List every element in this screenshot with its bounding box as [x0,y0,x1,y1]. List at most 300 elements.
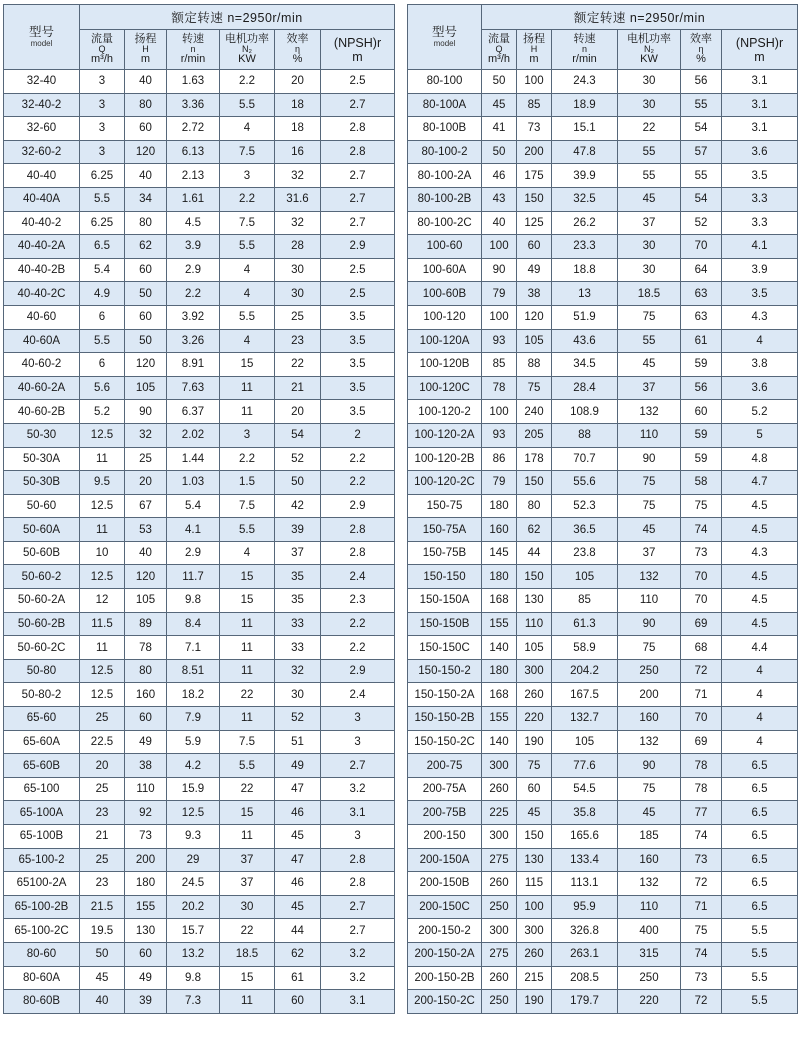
efficiency-cell: 60 [681,400,722,424]
npsh-cell: 3 [321,825,395,849]
efficiency-cell: 32 [275,211,321,235]
speed-cell: 326.8 [552,919,618,943]
model-cell: 80-60B [4,990,80,1014]
model-cell: 200-75B [408,801,482,825]
speed-cell: 24.3 [552,70,618,94]
speed-cell: 105 [552,730,618,754]
speed-cell: 3.36 [167,93,220,117]
model-cell: 150-150 [408,565,482,589]
motor-power-cell: 18.5 [618,282,681,306]
motor-power-cell: 11 [220,990,275,1014]
table-row [408,258,798,282]
head-cell: 80 [125,93,167,117]
table-row [408,848,798,872]
flow-cell: 5.6 [80,376,125,400]
head-cell: 49 [125,966,167,990]
head-cell: 38 [125,754,167,778]
table-row [408,919,798,943]
head-cell: 32 [125,423,167,447]
model-header-en: model [30,39,53,48]
motor-power-cell: 250 [618,966,681,990]
npsh-cell: 4 [722,683,798,707]
speed-cell: 12.5 [167,801,220,825]
flow-cell: 12.5 [80,423,125,447]
head-cell: 180 [125,872,167,896]
efficiency-cell: 59 [681,447,722,471]
motor-power-cell: 110 [618,423,681,447]
head-cell: 60 [517,777,552,801]
motor-power-header: 电机功率 N₂ KW [618,30,681,70]
npsh-cell: 4.1 [722,235,798,259]
head-cell: 150 [517,471,552,495]
table-row [408,282,798,306]
head-cell: 50 [125,329,167,353]
table-row [408,93,798,117]
flow-cell: 79 [482,282,517,306]
model-cell: 40-40A [4,187,80,211]
model-cell: 50-60B [4,541,80,565]
motor-power-cell: 90 [618,612,681,636]
head-cell: 220 [517,707,552,731]
head-cell: 20 [125,471,167,495]
npsh-cell: 2.9 [321,659,395,683]
motor-power-cell: 7.5 [220,140,275,164]
model-cell: 150-75A [408,518,482,542]
motor-power-cell: 4 [220,329,275,353]
speed-cell: 8.51 [167,659,220,683]
motor-power-cell: 2.2 [220,70,275,94]
motor-power-cell: 132 [618,730,681,754]
table-row [4,447,395,471]
table-row [408,707,798,731]
npsh-cell: 3.6 [722,140,798,164]
speed-cell: 2.02 [167,423,220,447]
model-cell: 50-30A [4,447,80,471]
flow-cell: 260 [482,777,517,801]
flow-cell: 5.2 [80,400,125,424]
head-cell: 80 [125,211,167,235]
efficiency-cell: 57 [681,140,722,164]
table-row [4,494,395,518]
efficiency-cell: 61 [275,966,321,990]
motor-power-cell: 3 [220,423,275,447]
model-cell: 40-60-2A [4,376,80,400]
flow-cell: 10 [80,541,125,565]
head-cell: 105 [517,329,552,353]
flow-cell: 168 [482,589,517,613]
table-row [408,942,798,966]
motor-power-cell: 5.5 [220,518,275,542]
speed-cell: 2.2 [167,282,220,306]
head-cell: 34 [125,187,167,211]
model-cell: 200-75 [408,754,482,778]
motor-power-cell: 4 [220,541,275,565]
speed-cell: 133.4 [552,848,618,872]
flow-cell: 5.4 [80,258,125,282]
table-row [4,140,395,164]
speed-cell: 1.44 [167,447,220,471]
speed-cell: 165.6 [552,825,618,849]
model-cell: 65-100 [4,777,80,801]
table-row [4,612,395,636]
head-cell: 100 [517,70,552,94]
head-cell: 190 [517,730,552,754]
flow-cell: 100 [482,305,517,329]
flow-cell: 12 [80,589,125,613]
head-cell: 200 [125,848,167,872]
flow-cell: 3 [80,140,125,164]
table-row [408,825,798,849]
flow-cell: 25 [80,848,125,872]
model-cell: 150-150-2B [408,707,482,731]
speed-cell: 3.26 [167,329,220,353]
motor-power-cell: 22 [220,683,275,707]
flow-cell: 180 [482,494,517,518]
motor-power-cell: 45 [618,353,681,377]
npsh-cell: 2.4 [321,683,395,707]
head-cell: 200 [517,140,552,164]
speed-cell: 43.6 [552,329,618,353]
flow-cell: 93 [482,423,517,447]
speed-cell: 18.2 [167,683,220,707]
flow-cell: 300 [482,754,517,778]
speed-cell: 4.2 [167,754,220,778]
speed-cell: 95.9 [552,895,618,919]
npsh-cell: 2.2 [321,471,395,495]
efficiency-cell: 54 [681,117,722,141]
model-cell: 50-80 [4,659,80,683]
efficiency-cell: 22 [275,353,321,377]
model-cell: 40-60-2 [4,353,80,377]
head-cell: 89 [125,612,167,636]
motor-power-cell: 11 [220,376,275,400]
flow-cell: 5.5 [80,329,125,353]
flow-cell: 11 [80,636,125,660]
npsh-cell: 4.8 [722,447,798,471]
motor-power-cell: 2.2 [220,187,275,211]
table-row [4,329,395,353]
model-cell: 80-60A [4,966,80,990]
npsh-header: (NPSH)r m [722,30,798,70]
head-cell: 110 [125,777,167,801]
table-row [4,258,395,282]
efficiency-cell: 20 [275,400,321,424]
npsh-cell: 2.5 [321,282,395,306]
table-row [408,990,798,1014]
head-cell: 125 [517,211,552,235]
model-cell: 40-40-2A [4,235,80,259]
table-row [408,612,798,636]
model-header-zh: 型号 [431,25,457,39]
flow-cell: 25 [80,777,125,801]
flow-cell: 155 [482,612,517,636]
npsh-cell: 6.5 [722,895,798,919]
speed-cell: 29 [167,848,220,872]
npsh-cell: 3.2 [321,966,395,990]
efficiency-cell: 46 [275,872,321,896]
head-cell: 130 [125,919,167,943]
motor-power-cell: 4 [220,258,275,282]
efficiency-cell: 71 [681,895,722,919]
head-cell: 60 [125,942,167,966]
head-cell: 50 [125,282,167,306]
motor-power-cell: 18.5 [220,942,275,966]
efficiency-cell: 35 [275,565,321,589]
table-row [4,825,395,849]
npsh-cell: 6.5 [722,872,798,896]
model-cell: 32-60-2 [4,140,80,164]
model-cell: 32-60 [4,117,80,141]
head-cell: 40 [125,70,167,94]
table-row [408,895,798,919]
head-cell: 80 [517,494,552,518]
table-row [4,565,395,589]
model-cell: 150-150-2C [408,730,482,754]
motor-power-cell: 132 [618,565,681,589]
efficiency-cell: 18 [275,93,321,117]
model-cell: 80-100-2C [408,211,482,235]
speed-cell: 34.5 [552,353,618,377]
efficiency-cell: 72 [681,872,722,896]
motor-power-cell: 7.5 [220,211,275,235]
efficiency-cell: 70 [681,589,722,613]
model-cell: 50-60-2C [4,636,80,660]
speed-cell: 167.5 [552,683,618,707]
head-cell: 100 [517,895,552,919]
table-row [408,518,798,542]
flow-cell: 12.5 [80,565,125,589]
flow-cell: 79 [482,471,517,495]
model-cell: 100-120-2C [408,471,482,495]
npsh-cell: 5.2 [722,400,798,424]
npsh-cell: 2.4 [321,565,395,589]
flow-cell: 6.25 [80,164,125,188]
speed-cell: 3.92 [167,305,220,329]
motor-power-cell: 5.5 [220,754,275,778]
table-row [4,942,395,966]
npsh-cell: 6.5 [722,777,798,801]
speed-cell: 7.3 [167,990,220,1014]
head-cell: 92 [125,801,167,825]
flow-header: 流量 Q m³/h [80,30,125,70]
head-cell: 215 [517,966,552,990]
motor-power-cell: 110 [618,589,681,613]
model-cell: 65-60B [4,754,80,778]
npsh-cell: 2.5 [321,258,395,282]
model-cell: 40-40-2B [4,258,80,282]
speed-cell: 77.6 [552,754,618,778]
model-cell: 100-120 [408,305,482,329]
head-cell: 120 [125,353,167,377]
table-row [408,164,798,188]
head-cell: 150 [517,187,552,211]
flow-cell: 180 [482,659,517,683]
head-cell: 60 [517,235,552,259]
model-cell: 50-80-2 [4,683,80,707]
motor-power-cell: 45 [618,801,681,825]
efficiency-cell: 51 [275,730,321,754]
table-row [4,895,395,919]
efficiency-cell: 59 [681,423,722,447]
head-cell: 49 [517,258,552,282]
motor-power-cell: 7.5 [220,730,275,754]
table-row [4,801,395,825]
motor-power-cell: 5.5 [220,93,275,117]
model-cell: 65-100B [4,825,80,849]
flow-cell: 93 [482,329,517,353]
flow-cell: 3 [80,117,125,141]
speed-cell: 4.5 [167,211,220,235]
table-row [408,376,798,400]
flow-cell: 4.9 [80,282,125,306]
speed-cell: 85 [552,589,618,613]
speed-cell: 208.5 [552,966,618,990]
npsh-cell: 6.5 [722,825,798,849]
head-cell: 25 [125,447,167,471]
model-cell: 40-60-2B [4,400,80,424]
model-header [408,5,482,70]
head-cell: 120 [125,565,167,589]
model-cell: 100-120C [408,376,482,400]
model-cell: 200-150-2C [408,990,482,1014]
motor-power-cell: 75 [618,777,681,801]
motor-power-cell: 90 [618,754,681,778]
flow-cell: 23 [80,801,125,825]
npsh-cell: 2.9 [321,494,395,518]
head-cell: 40 [125,541,167,565]
efficiency-cell: 30 [275,282,321,306]
speed-cell: 8.4 [167,612,220,636]
motor-power-cell: 55 [618,164,681,188]
motor-power-cell: 400 [618,919,681,943]
table-row [4,282,395,306]
npsh-cell: 3.5 [321,305,395,329]
model-cell: 50-30 [4,423,80,447]
flow-cell: 100 [482,400,517,424]
speed-cell: 113.1 [552,872,618,896]
table-row [4,541,395,565]
efficiency-cell: 77 [681,801,722,825]
speed-cell: 39.9 [552,164,618,188]
table-row [408,305,798,329]
efficiency-cell: 70 [681,707,722,731]
efficiency-cell: 72 [681,990,722,1014]
model-header [4,5,80,70]
motor-power-cell: 30 [618,93,681,117]
head-cell: 60 [125,707,167,731]
table-row [4,683,395,707]
head-cell: 130 [517,848,552,872]
npsh-cell: 2.8 [321,518,395,542]
motor-power-cell: 37 [618,376,681,400]
flow-cell: 50 [80,942,125,966]
head-cell: 39 [125,990,167,1014]
speed-cell: 2.13 [167,164,220,188]
table-row [4,707,395,731]
flow-cell: 12.5 [80,494,125,518]
table-row [4,872,395,896]
flow-cell: 85 [482,353,517,377]
flow-cell: 11 [80,518,125,542]
flow-cell: 300 [482,919,517,943]
efficiency-cell: 55 [681,164,722,188]
table-row [4,636,395,660]
speed-cell: 179.7 [552,990,618,1014]
flow-cell: 3 [80,70,125,94]
model-cell: 80-100B [408,117,482,141]
npsh-cell: 2.8 [321,872,395,896]
table-row [408,565,798,589]
motor-power-cell: 4 [220,282,275,306]
speed-cell: 9.8 [167,966,220,990]
flow-cell: 50 [482,140,517,164]
model-cell: 65-100-2C [4,919,80,943]
model-cell: 50-60A [4,518,80,542]
efficiency-cell: 70 [681,235,722,259]
model-cell: 40-60A [4,329,80,353]
table-row [408,329,798,353]
model-cell: 32-40-2 [4,93,80,117]
npsh-cell: 5.5 [722,919,798,943]
npsh-cell: 2.7 [321,919,395,943]
right-spec-table [407,4,798,1014]
head-cell: 75 [517,376,552,400]
model-cell: 100-120A [408,329,482,353]
speed-cell: 6.37 [167,400,220,424]
npsh-cell: 3.5 [321,376,395,400]
flow-cell: 40 [80,990,125,1014]
efficiency-cell: 60 [275,990,321,1014]
head-cell: 120 [125,140,167,164]
head-cell: 160 [125,683,167,707]
motor-power-header: 电机功率 N₂ KW [220,30,275,70]
flow-cell: 50 [482,70,517,94]
efficiency-cell: 18 [275,117,321,141]
rated-speed-header: 额定转速 n=2950r/min [80,5,395,30]
flow-cell: 45 [80,966,125,990]
head-cell: 88 [517,353,552,377]
efficiency-cell: 33 [275,612,321,636]
efficiency-cell: 56 [681,376,722,400]
model-cell: 200-150-2 [408,919,482,943]
model-cell: 65100-2A [4,872,80,896]
efficiency-cell: 63 [681,282,722,306]
speed-cell: 1.63 [167,70,220,94]
npsh-cell: 2.9 [321,235,395,259]
head-cell: 60 [125,117,167,141]
npsh-cell: 3.5 [321,353,395,377]
model-cell: 65-100-2 [4,848,80,872]
npsh-cell: 4 [722,730,798,754]
motor-power-cell: 5.5 [220,235,275,259]
model-cell: 200-150B [408,872,482,896]
efficiency-cell: 56 [681,70,722,94]
model-cell: 200-150-2B [408,966,482,990]
speed-cell: 54.5 [552,777,618,801]
npsh-cell: 2.7 [321,895,395,919]
motor-power-cell: 11 [220,612,275,636]
model-cell: 100-120-2 [408,400,482,424]
table-row [4,400,395,424]
npsh-cell: 3 [321,707,395,731]
table-row [408,140,798,164]
speed-cell: 61.3 [552,612,618,636]
flow-cell: 140 [482,636,517,660]
efficiency-cell: 69 [681,730,722,754]
flow-cell: 9.5 [80,471,125,495]
motor-power-cell: 37 [220,872,275,896]
table-row [408,801,798,825]
